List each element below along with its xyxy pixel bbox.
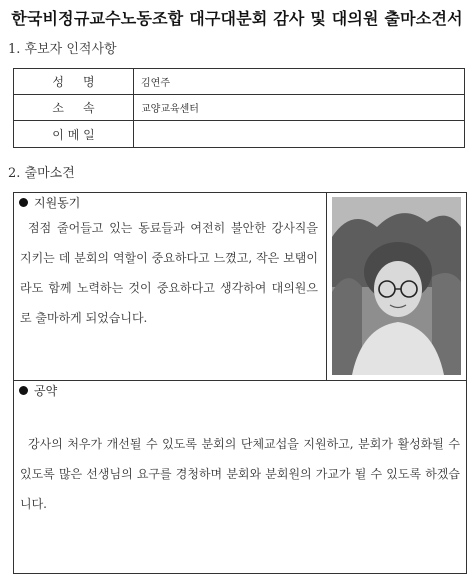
affiliation-value: 교양교육센터 [141,104,199,115]
section-heading-candidate-info: 1. 후보자 인적사항 [8,42,117,57]
info-label [14,121,134,147]
info-row-affiliation [14,95,464,121]
bullet-icon [19,198,28,207]
candidate-photo [332,197,461,375]
motivation-heading-label: 지원동기 [34,196,81,210]
bullet-icon [19,386,28,395]
row-divider [14,380,466,381]
document-title: 한국비정규교수노동조합 대구대분회 감사 및 대의원 출마소견서 [11,9,463,28]
pledge-heading [19,382,57,399]
statement-box [13,192,467,574]
info-row-email [14,121,464,147]
info-label [14,95,134,120]
column-divider [326,193,327,380]
pledge-heading-label: 공약 [34,384,58,398]
motivation-text: 점점 줄어들고 있는 동료들과 여전히 불안한 강사직을 지키는 데 분회의 역할이 중요하다고 느꼈고, 작은 보탬이라도 함께 노력하는 것이 중요하다고 생각하여 대의원으로 출마하게 되었습니다. [20,221,318,325]
candidate-info-table [13,68,465,148]
info-row-name [14,69,464,95]
info-label [14,69,134,94]
name-label: 성 명 [52,75,95,89]
section-heading-statement: 2. 출마소견 [8,166,75,181]
pledge-text: 강사의 처우가 개선될 수 있도록 분회의 단체교섭을 지원하고, 분회가 활성화될 수 있도록 많은 선생님의 요구를 경청하며 분회와 분회원의 가교가 될 수 있도록 하겠습니다. [20,437,460,511]
portrait-image [332,197,461,375]
motivation-heading [19,194,80,211]
name-value: 김연주 [141,78,170,89]
email-label: 이 메 일 [52,127,95,142]
affiliation-label: 소 속 [52,101,95,115]
